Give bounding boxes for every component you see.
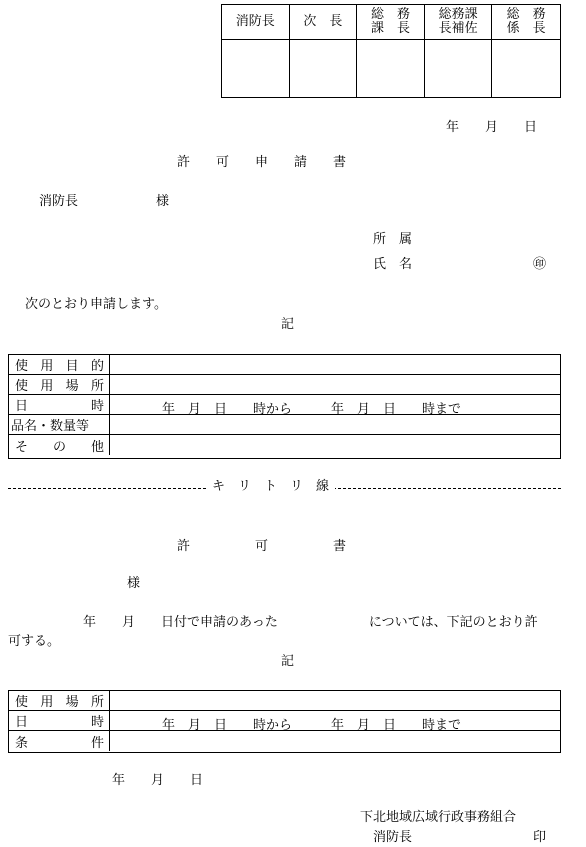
row-label-datetime: 日 時	[9, 395, 110, 414]
approval-stamp-table	[221, 4, 561, 98]
permit-date: 年 月 日	[112, 773, 204, 788]
issuer-seal: 印	[533, 830, 547, 845]
table-row	[9, 691, 560, 711]
application-date: 年 月 日	[446, 120, 538, 135]
permit-title: 許 可 書	[177, 539, 347, 554]
approval-header-deputy-chief: 次 長	[290, 5, 358, 40]
purpose-field[interactable]	[110, 355, 560, 374]
row-label-items: 品名・数量等	[9, 415, 110, 434]
application-intro: 次のとおり申請します。	[25, 297, 167, 312]
application-title: 許 可 申 請 書	[177, 155, 347, 170]
addressee: 消防長	[39, 194, 79, 209]
place-field[interactable]	[110, 375, 560, 394]
permit-body-line2: 可する。	[8, 634, 61, 649]
application-ki: 記	[281, 317, 295, 332]
table-row	[9, 711, 560, 731]
approval-stamp-cell[interactable]	[425, 40, 493, 97]
issuer-title: 消防長	[373, 830, 413, 845]
permit-table	[8, 690, 561, 753]
addressee-honorific: 様	[156, 194, 170, 209]
permit-place-field[interactable]	[110, 691, 560, 710]
table-row	[9, 435, 560, 455]
approval-header-general-affairs-manager: 総 務 課 長	[357, 5, 425, 40]
permit-datetime-field[interactable]	[110, 711, 560, 733]
permit-honorific: 様	[127, 576, 141, 591]
row-label-other: そ の 他	[9, 435, 110, 455]
items-field[interactable]	[110, 415, 560, 434]
approval-header-assistant-manager: 総務課 長補佐	[425, 5, 493, 40]
seal-mark: ㊞	[533, 257, 547, 272]
permit-row-label-place: 使 用 場 所	[9, 691, 110, 710]
approval-header-fire-chief: 消防長	[222, 5, 290, 40]
approval-stamp-cell[interactable]	[357, 40, 425, 97]
approval-stamp-cell[interactable]	[222, 40, 290, 97]
permit-body-line1: 年 月 日付で申請のあった については、下記のとおり許	[83, 615, 538, 630]
permit-conditions-field[interactable]	[110, 731, 560, 751]
datetime-field[interactable]	[110, 395, 560, 417]
other-field[interactable]	[110, 435, 560, 455]
approval-header-chief-clerk: 総 務 係 長	[492, 5, 560, 40]
approval-stamp-cell[interactable]	[290, 40, 358, 97]
issuer-organization: 下北地域広域行政事務組合	[360, 810, 517, 825]
table-row	[9, 415, 560, 435]
table-row	[9, 375, 560, 395]
row-label-place: 使 用 場 所	[9, 375, 110, 394]
permit-datetime-text: 年 月 日 時から 年 月 日 時まで	[162, 718, 462, 733]
name-label: 氏 名	[373, 257, 413, 272]
permit-row-label-datetime: 日 時	[9, 711, 110, 730]
application-table	[8, 354, 561, 459]
row-label-purpose: 使 用 目 的	[9, 355, 110, 374]
datetime-text: 年 月 日 時から 年 月 日 時まで	[162, 402, 462, 417]
table-row	[9, 731, 560, 751]
table-row	[9, 395, 560, 415]
permit-row-label-conditions: 条 件	[9, 731, 110, 751]
permit-ki: 記	[281, 654, 295, 669]
affiliation-label: 所 属	[373, 232, 413, 247]
cut-line-label: キ リ ト リ 線	[206, 480, 335, 493]
approval-stamp-cell[interactable]	[492, 40, 560, 97]
table-row	[9, 355, 560, 375]
